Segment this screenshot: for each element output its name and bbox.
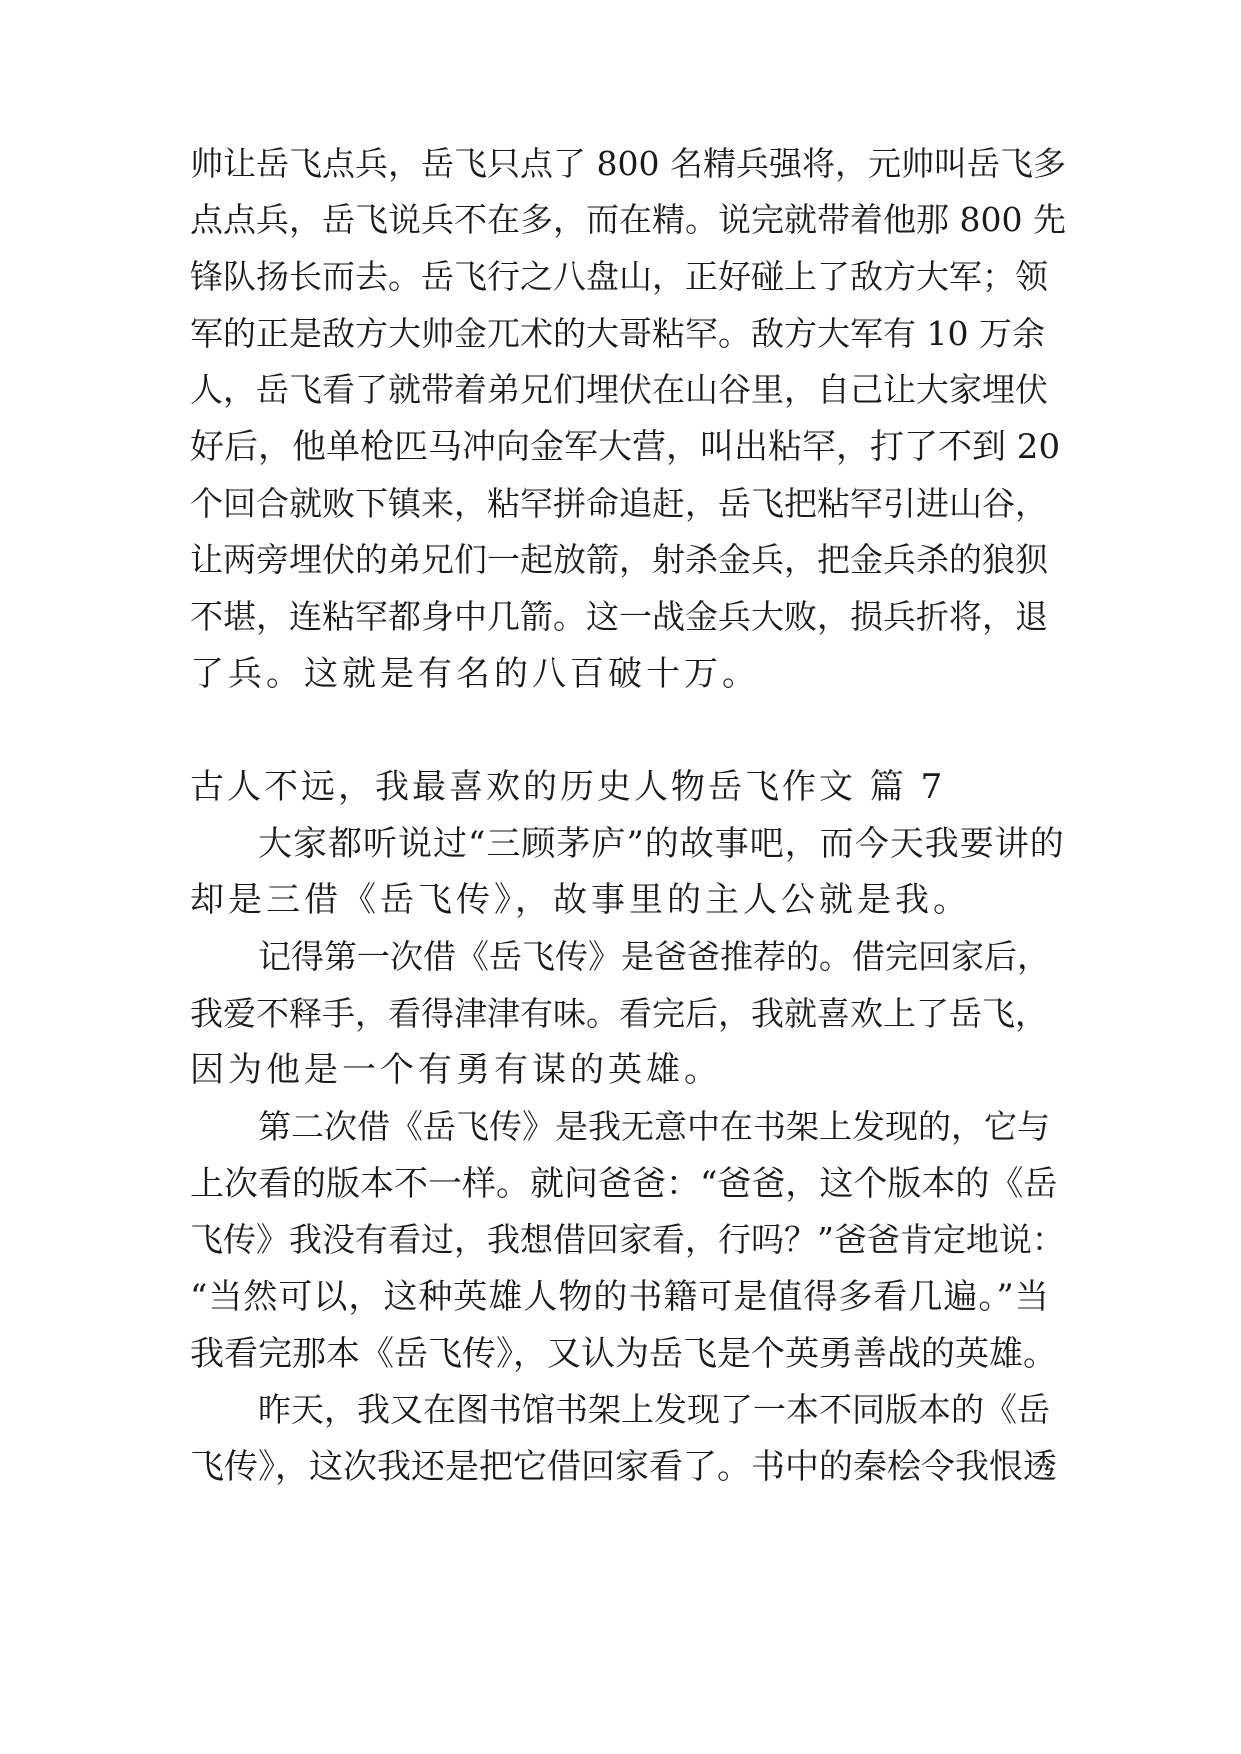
paragraph-line: 个回合就败下镇来，粘罕拼命追赶，岳飞把粘罕引进山谷， — [190, 484, 1048, 523]
paragraph-line: 点点兵，岳飞说兵不在多，而在精。说完就带着他那 800 先 — [190, 200, 1066, 239]
paragraph-line: 飞传》我没有看过，我想借回家看，行吗？”爸爸肯定地说： — [190, 1220, 1065, 1259]
paragraph-line: 军的正是敌方大帅金兀术的大哥粘罕。敌方大军有 10 万余 — [190, 314, 1045, 353]
paragraph-line: 人，岳飞看了就带着弟兄们埋伏在山谷里，自己让大家埋伏 — [190, 370, 1048, 409]
paragraph-line: 却是三借《岳飞传》，故事里的主人公就是我。 — [190, 880, 971, 920]
paragraph-line: 不堪，连粘罕都身中几箭。这一战金兵大败，损兵折将，退 — [190, 597, 1048, 636]
paragraph-line: 了兵。这就是有名的八百破十万。 — [190, 654, 760, 694]
paragraph-line: 上次看的版本不一样。就问爸爸：“爸爸，这个版本的《岳 — [190, 1164, 1058, 1204]
paragraph-line: 记得第一次借《岳飞传》是爸爸推荐的。借完回家后， — [258, 937, 1050, 976]
paragraph-line: 锋队扬长而去。岳飞行之八盘山，正好碰上了敌方大军；领 — [190, 257, 1048, 296]
paragraph-line: 飞传》，这次我还是把它借回家看了。书中的秦桧令我恨透 — [190, 1447, 1057, 1487]
paragraph-line: 第二次借《岳飞传》是我无意中在书架上发现的，它与 — [258, 1107, 1050, 1146]
paragraph-line: “当然可以，这种英雄人物的书籍可是值得多看几遍。”当 — [190, 1277, 1050, 1317]
section-heading: 古人不远，我最喜欢的历史人物岳飞作文 篇 7 — [190, 767, 946, 807]
paragraph-line: 昨天，我又在图书馆书架上发现了一本不同版本的《岳 — [258, 1390, 1050, 1429]
paragraph-line: 我看完那本《岳飞传》，又认为岳飞是个英勇善战的英雄。 — [190, 1334, 1057, 1374]
paragraph-line: 好后，他单枪匹马冲向金军大营，叫出粘罕，打了不到 20 — [190, 427, 1061, 467]
paragraph-line: 我爱不释手，看得津津有味。看完后，我就喜欢上了岳飞， — [190, 994, 1048, 1033]
paragraph-line: 大家都听说过“三顾茅庐”的故事吧，而今天我要讲的 — [258, 824, 1065, 864]
paragraph-line: 因为他是一个有勇有谋的英雄。 — [190, 1050, 722, 1090]
paragraph-line: 让两旁埋伏的弟兄们一起放箭，射杀金兵，把金兵杀的狼狈 — [190, 540, 1048, 579]
paragraph-line: 帅让岳飞点兵，岳飞只点了 800 名精兵强将，元帅叫岳飞多 — [190, 144, 1066, 183]
